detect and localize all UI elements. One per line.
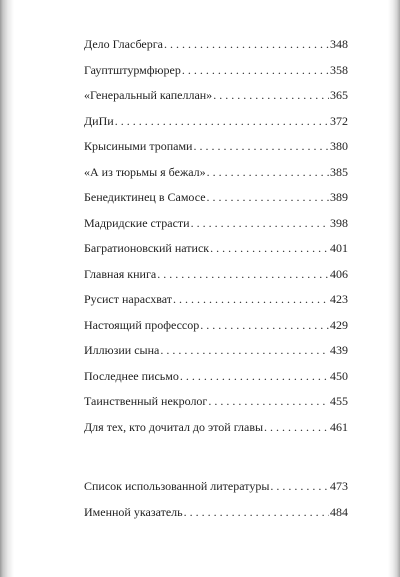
dot-leader [173,291,329,307]
toc-entry-title: «А из тюрьмы я бежал» [84,164,206,179]
toc-entry-page: 372 [330,113,348,128]
toc-entry [84,189,348,205]
toc-entry-title: Багратионовский натиск [84,241,210,255]
toc-entry-page: 461 [330,419,348,434]
toc-entry-title: Настоящий профессор [84,317,200,332]
toc-entry [84,419,348,435]
toc-entry-page: 398 [330,215,348,230]
page-edge-shadow-left [0,0,14,577]
dot-leader [213,87,329,103]
dot-leader [164,36,329,52]
toc-entry [84,87,348,103]
toc-entry-page: 348 [330,37,348,51]
toc-back-matter-entry [84,504,348,520]
dot-leader [184,504,329,520]
dot-leader [191,215,329,231]
toc-entry [84,215,348,231]
toc-entry-title: Последнее письмо [84,368,179,383]
page-edge-shadow-right [388,0,400,577]
dot-leader [207,189,329,205]
toc-entry-page: 406 [330,266,348,281]
toc-entry-title: Именной указатель [84,504,183,519]
dot-leader [270,478,329,494]
toc-entry-title: Список использованной литературы [84,479,270,493]
toc-entry-page: 389 [330,190,348,204]
toc-entry [84,393,348,409]
toc-entry-title: Дело Гласберга [84,37,163,51]
toc-entry-title: Крысиными тропами [84,139,193,153]
toc-entry-page: 380 [330,139,348,153]
dot-leader [182,62,329,78]
dot-leader [264,419,329,435]
toc-entry-title: Иллюзии сына [84,343,160,357]
toc-entry-page: 358 [330,62,348,77]
toc-entry [84,164,348,180]
toc-entry-page: 450 [330,368,348,383]
dot-leader [180,368,329,384]
toc-entry [84,342,348,358]
toc-entry-title: Гауптштурмфюрер [84,62,181,77]
dot-leader [193,138,329,154]
toc-entry [84,62,348,78]
toc-entry-title: Русист нарасхват [84,292,173,306]
toc-entry [84,291,348,307]
dot-leader [115,113,329,129]
toc-entry [84,36,348,52]
toc-entry-page: 401 [330,241,348,255]
dot-leader [157,266,329,282]
dot-leader [207,164,329,180]
toc-entry-page: 439 [330,343,348,357]
toc-entry-page: 429 [330,317,348,332]
dot-leader [208,393,329,409]
toc-entry-title: «Генеральный капеллан» [84,88,213,102]
toc-entry [84,113,348,129]
toc-entry [84,240,348,256]
dot-leader [200,317,329,333]
toc-entry-title: Главная книга [84,266,157,281]
toc-entry-page: 484 [330,504,348,519]
dot-leader [210,240,329,256]
toc-entry [84,368,348,384]
toc-entry [84,266,348,282]
toc-entry-title: ДиПи [84,113,114,128]
toc-entry-page: 365 [330,88,348,102]
toc-entry-page: 385 [330,164,348,179]
toc-entry-title: Таинственный некролог [84,394,208,408]
toc-entry-title: Мадридские страсти [84,215,190,230]
toc-entry-title: Для тех, кто дочитал до этой главы [84,419,264,434]
toc-entry-title: Бенедиктинец в Самосе [84,190,206,204]
toc-entry-page: 473 [330,479,348,493]
toc-entry [84,138,348,154]
dot-leader [160,342,329,358]
toc-back-matter-entry [84,478,348,494]
toc-entry-page: 423 [330,292,348,306]
toc-entry [84,317,348,333]
toc-entry-page: 455 [330,394,348,408]
